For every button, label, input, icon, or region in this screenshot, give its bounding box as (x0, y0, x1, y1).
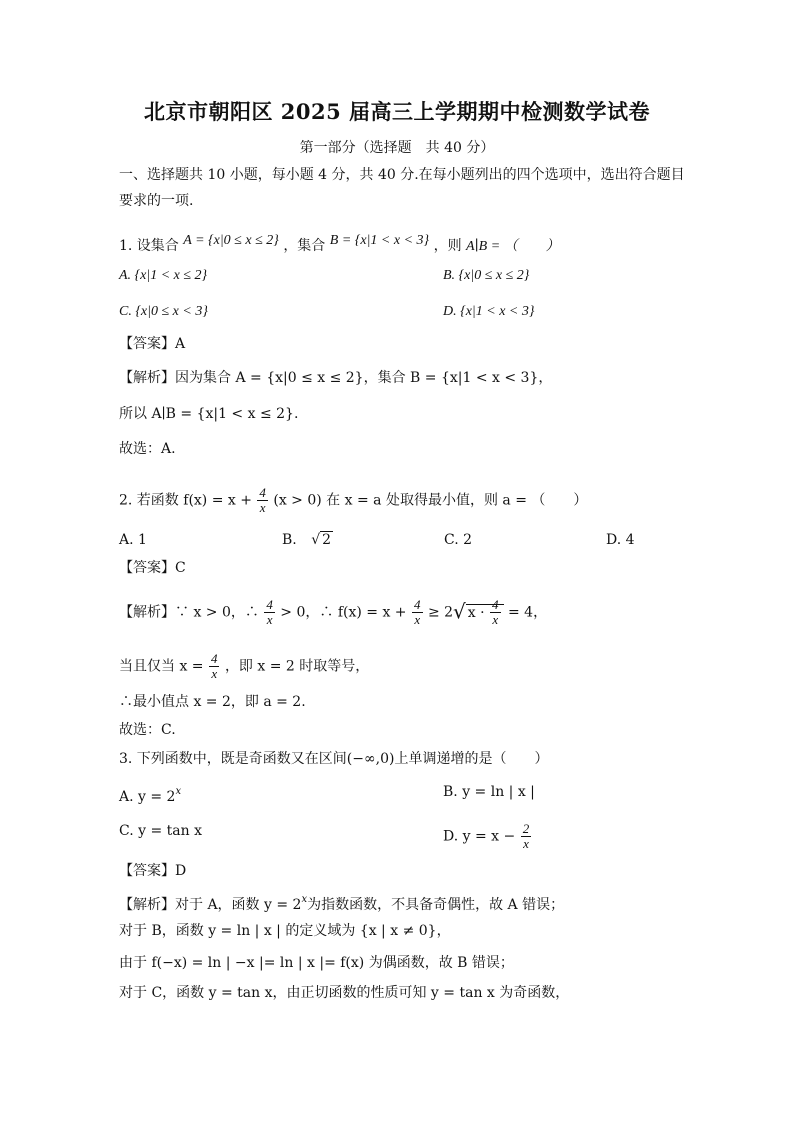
q2-option-b-value: 2 (322, 532, 332, 548)
q2-exp-2a: 当且仅当 x = (119, 658, 204, 675)
q3-stem: 3. 下列函数中，既是奇函数又在区间(−∞,0)上单调递增的是（ ） (119, 751, 549, 767)
q1-set-b: B = {x|1 < x < 3} (329, 233, 430, 248)
q3-explanation-2: 对于 B，函数 y = ln | x | 的定义域为 {x | x ≠ 0}， (119, 923, 451, 939)
q3-option-a (119, 782, 181, 807)
q2-exp-1c: ≥ 2 (427, 604, 454, 621)
q3-option-d-den: x (523, 836, 529, 851)
q2-exp-fraction-4-den: x (211, 666, 218, 681)
q1-option-a: A. {x|1 < x ≤ 2} (119, 268, 208, 283)
q1-explanation-2: 所以 A∣B = {x|1 < x ≤ 2}. (119, 406, 299, 422)
page-title: 北京市朝阳区 2025 届高三上学期期中检测数学试卷 (143, 99, 651, 124)
q3-answer: 【答案】D (119, 863, 187, 879)
q2-exp-fraction-2-den: x (414, 612, 421, 627)
q2-exp-fraction-1 (264, 598, 275, 627)
section-intro-line-1: 一、选择题共 10 小题，每小题 4 分，共 40 分.在每小题列出的四个选项中，选出符合题目 (119, 167, 685, 183)
q1-stem-b: ，集合 (283, 238, 326, 254)
q3-option-c: C. y = tan x (119, 823, 202, 839)
q2-choose: 故选：C. (119, 722, 176, 738)
q1-option-c: C. {x|0 ≤ x < 3} (119, 304, 208, 319)
q1-option-d: D. {x|1 < x < 3} (443, 304, 535, 319)
q1-stem (119, 231, 560, 257)
q2-fraction-den: x (259, 500, 266, 515)
q2-explanation-1: 【解析】∵ x > 0，∴ $\frac{4}{x}$ > 0，∴ f(x) = x + $\frac{4}{x}$ ≥ 2√ x · $\frac{4}{x}$ = 4， (119, 597, 548, 627)
q2-option-a: A. 1 (119, 532, 147, 548)
q3-explanation-4: 对于 C，函数 y = tan x，由正切函数的性质可知 y = tan x 为奇函数， (119, 985, 570, 1001)
q2-exp-1d: x · (467, 604, 485, 621)
q3-option-d (443, 822, 532, 851)
q3-explanation-1 (119, 890, 564, 915)
q2-exp-2b: ，即 x = 2 时取等号， (224, 658, 370, 675)
q2-stem-pre: 2. 若函数 f(x) = x + (119, 492, 252, 509)
q2-exp-sqrt (466, 597, 504, 627)
q2-exp-fraction-4-num: 4 (210, 651, 218, 666)
q2-stem-post: (x > 0) 在 x = a 处取得最小值，则 a = （ ） (273, 492, 588, 509)
q2-stem (119, 486, 587, 515)
q2-explanation-3: ∴最小值点 x = 2，即 a = 2. (119, 694, 306, 710)
q3-option-a-sup: x (175, 786, 182, 797)
q3-option-a-pre: A. y = 2 (119, 789, 176, 805)
q3-option-d-pre: D. y = x − (443, 828, 516, 845)
q3-exp-1-sup: x (301, 894, 308, 905)
q1-explanation-1: 【解析】因为集合 A = {x|0 ≤ x ≤ 2}，集合 B = {x|1 < x < 3}， (119, 370, 553, 386)
q1-option-b: B. {x|0 ≤ x ≤ 2} (443, 268, 530, 283)
q2-exp-fraction-2-num: 4 (414, 597, 421, 612)
q2-exp-1e: = 4， (508, 604, 548, 621)
q3-option-b: B. y = ln | x | (443, 784, 535, 800)
q2-exp-fraction-3-den: x (492, 612, 499, 627)
q2-fraction-num: 4 (259, 485, 266, 500)
section-subtitle: 第一部分（选择题 共 40 分） (299, 140, 495, 156)
q3-option-d-num: 2 (522, 821, 530, 836)
q3-option-d-fraction (521, 822, 532, 851)
q2-exp-fraction-4 (209, 652, 220, 681)
q1-choose: 故选：A. (119, 441, 176, 457)
q1-stem-a: 1. 设集合 (119, 238, 179, 254)
q3-explanation-3: 由于 f(−x) = ln | −x |= ln | x |= f(x) 为偶函数，故 B 错误； (119, 955, 514, 971)
q2-exp-1a: 【解析】∵ x > 0，∴ (119, 604, 259, 621)
q2-explanation-2 (119, 652, 369, 681)
q2-exp-fraction-3-num: 4 (492, 597, 499, 612)
q2-exp-fraction-2 (412, 598, 423, 627)
q2-fraction (257, 486, 268, 515)
q3-exp-1a: 【解析】对于 A，函数 y = 2 (119, 897, 302, 913)
q1-answer: 【答案】A (119, 336, 186, 352)
q2-exp-fraction-1-num: 4 (266, 597, 273, 612)
section-intro-line-2: 要求的一项. (119, 193, 194, 209)
q2-exp-1b: > 0，∴ f(x) = x + (280, 604, 407, 621)
q1-stem-c: ，则 (433, 238, 462, 254)
q2-option-d: D. 4 (606, 532, 635, 548)
q2-option-b-label: B. (282, 532, 297, 548)
q2-answer: 【答案】C (119, 560, 186, 576)
q1-ask: A∣B = （ ） (466, 239, 560, 254)
q2-option-c: C. 2 (444, 532, 473, 548)
q1-set-a: A = {x|0 ≤ x ≤ 2} (183, 233, 279, 248)
q3-exp-1b: 为指数函数，不具备奇偶性，故 A 错误； (307, 897, 565, 913)
q2-option-b: B. √ 2 (282, 532, 332, 548)
q2-exp-fraction-1-den: x (266, 612, 273, 627)
q2-exp-fraction-3 (490, 598, 501, 627)
